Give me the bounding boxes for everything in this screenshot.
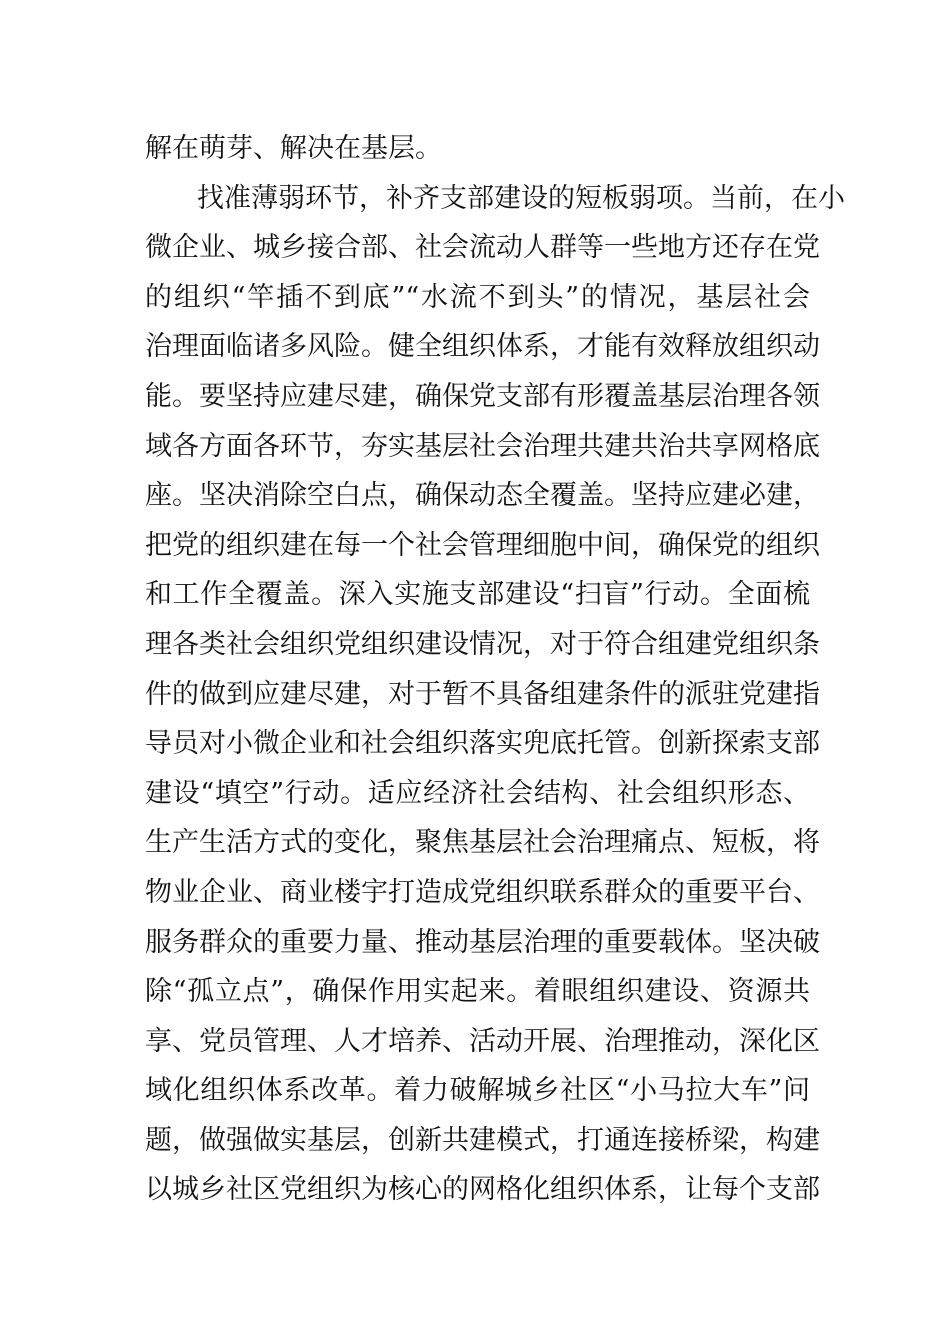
text-line: 座。坚决消除空白点，确保动态全覆盖。坚持应建必建， xyxy=(145,480,820,512)
text-line: 微企业、城乡接合部、社会流动人群等一些地方还存在党 xyxy=(145,232,820,264)
text-line: 的组织“竿插不到底”“水流不到头”的情况，基层社会 xyxy=(145,281,810,313)
text-line: 物业企业、商业楼宇打造成党组织联系群众的重要平台、 xyxy=(145,876,820,908)
text-line: 服务群众的重要力量、推动基层治理的重要载体。坚决破 xyxy=(145,926,820,958)
body-text xyxy=(145,124,845,1215)
text-line: 导员对小微企业和社会组织落实兜底托管。创新探索支部 xyxy=(145,728,820,760)
text-line: 题，做强做实基层，创新共建模式，打通连接桥梁，构建 xyxy=(145,1124,820,1156)
text-line: 治理面临诸多风险。健全组织体系，才能有效释放组织动 xyxy=(145,331,820,363)
text-line: 能。要坚持应建尽建，确保党支部有形覆盖基层治理各领 xyxy=(145,380,820,412)
text-line: 解在萌芽、解决在基层。 xyxy=(145,133,442,164)
text-line: 域化组织体系改革。着力破解城乡社区“小马拉大车”问 xyxy=(145,1075,810,1107)
text-line: 找准薄弱环节，补齐支部建设的短板弱项。当前，在小 xyxy=(197,182,845,214)
text-line: 生产生活方式的变化，聚焦基层社会治理痛点、短板，将 xyxy=(145,827,820,859)
text-line: 除“孤立点”，确保作用实起来。着眼组织建设、资源共 xyxy=(145,976,810,1008)
text-line: 域各方面各环节，夯实基层社会治理共建共治共享网格底 xyxy=(145,430,820,462)
text-line: 件的做到应建尽建，对于暂不具备组建条件的派驻党建指 xyxy=(145,678,820,710)
text-line: 以城乡社区党组织为核心的网格化组织体系，让每个支部 xyxy=(145,1174,820,1206)
text-line: 和工作全覆盖。深入实施支部建设“扫盲”行动。全面梳 xyxy=(145,579,810,611)
text-line: 建设“填空”行动。适应经济社会结构、社会组织形态、 xyxy=(145,777,810,809)
text-line: 享、党员管理、人才培养、活动开展、治理推动，深化区 xyxy=(145,1025,820,1057)
text-line: 把党的组织建在每一个社会管理细胞中间，确保党的组织 xyxy=(145,529,820,561)
text-line: 理各类社会组织党组织建设情况，对于符合组建党组织条 xyxy=(145,628,820,660)
